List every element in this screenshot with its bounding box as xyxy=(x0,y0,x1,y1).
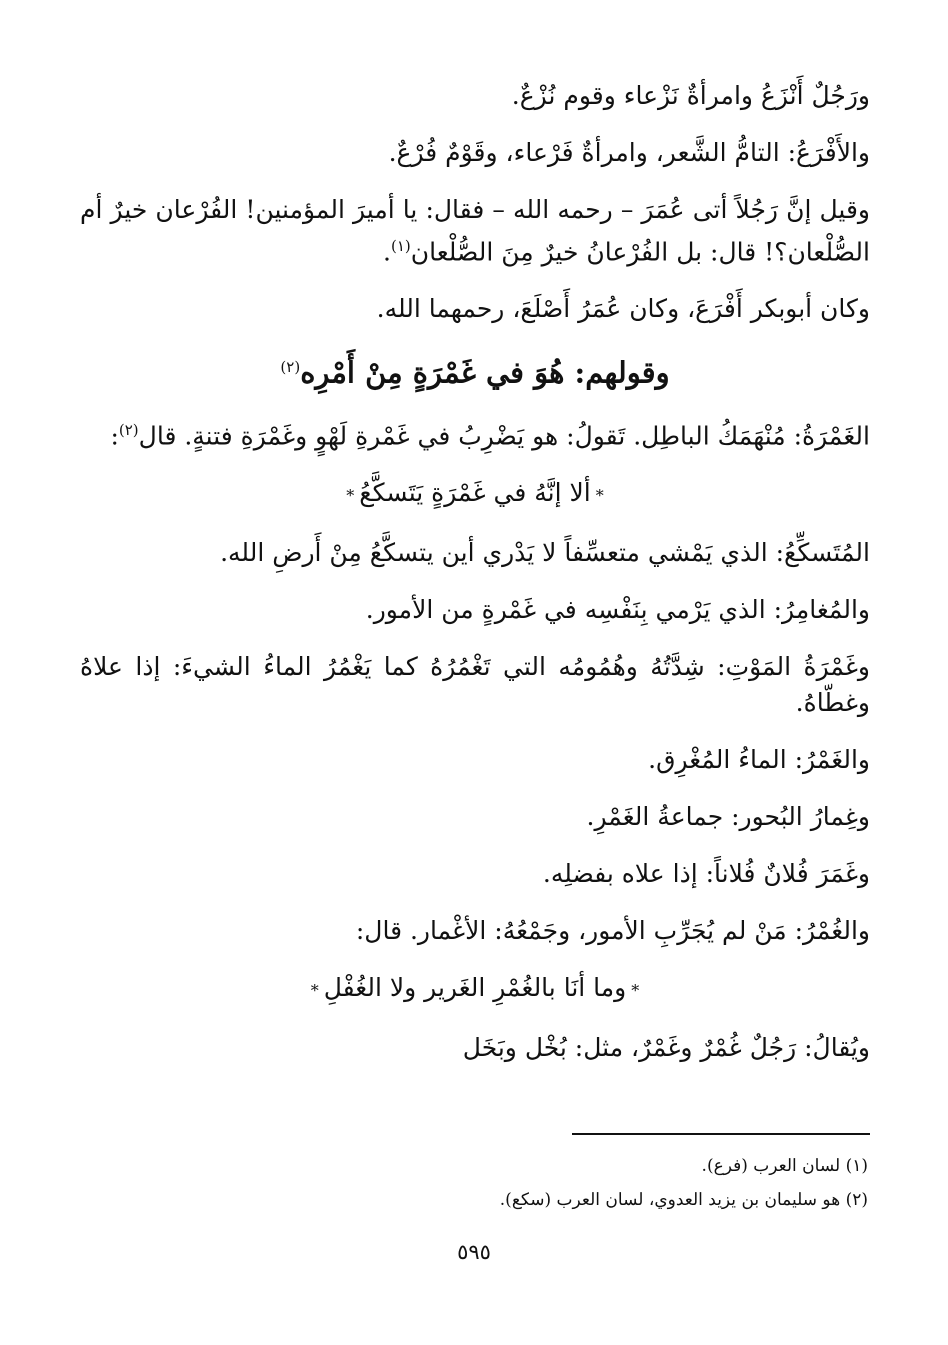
verse-2 xyxy=(80,970,870,1009)
verse-1 xyxy=(80,475,870,514)
paragraph-text: المُتَسكِّعُ: الذي يَمْشي متعسِّفاً لا يَدْري أين يتسكَّعُ مِنْ أَرضِ الله. xyxy=(220,538,870,568)
paragraph-text: والمُغامِرُ: الذي يَرْمي بِنَفْسِه في غَمْرةٍ من الأمور. xyxy=(365,595,870,625)
page-number: ٥٩٥ xyxy=(457,1240,491,1264)
paragraph-text: والغُمْرُ: مَنْ لم يُجَرِّبِ الأمور، وجَمْعُهُ: الأغْمار. قال: xyxy=(355,916,870,946)
footnote-text: لسان العرب (فرع). xyxy=(701,1156,841,1176)
paragraph-text: الغَمْرَةُ: مُنْهَمَكُ الباطِل. تَقولُ: هو يَضْرِبُ في غَمْرةِ لَهْوٍ وغَمْرَةِ فتنةٍ. قال xyxy=(138,421,870,451)
paragraph-8 xyxy=(80,649,870,721)
footnotes xyxy=(80,1150,868,1218)
verse-text: ألا إنَّهُ في غَمْرَةٍ يَتَسكَّعُ xyxy=(359,478,591,508)
verse-star-icon: * xyxy=(346,486,355,506)
paragraph-10 xyxy=(80,799,870,835)
paragraph-end-punct: : xyxy=(110,421,119,451)
paragraph-text: وغَمَرَ فُلانٌ فُلاناً: إذا علاه بفضلِه. xyxy=(542,859,870,889)
verse-star-icon: * xyxy=(310,981,319,1001)
footnote-number: (١) xyxy=(845,1156,868,1176)
paragraph-3 xyxy=(80,192,870,270)
heading-text: وقولهم: هُوَ في غَمْرَةٍ مِنْ أَمْرِه xyxy=(300,355,670,390)
paragraph-12 xyxy=(80,913,870,949)
paragraph-1 xyxy=(80,78,870,114)
paragraph-text: وكان أبوبكر أَفْرَعَ، وكان عُمَرُ أَصْلَعَ، رحمهما الله. xyxy=(376,294,870,324)
footnote-text: هو سليمان بن يزيد العدوي، لسان العرب (سكع). xyxy=(499,1190,841,1210)
verse-text: وما أنَا بالغُمْرِ الغَرير ولا الغُفْلِ xyxy=(323,973,627,1003)
footnote-ref-1: (١) xyxy=(390,237,411,255)
paragraph-13 xyxy=(80,1030,870,1066)
paragraph-9 xyxy=(80,742,870,778)
paragraph-text: ورَجُلٌ أَنْزَعُ وامرأةٌ نَزْعاء وقوم نُزْعٌ. xyxy=(511,81,870,110)
paragraph-11 xyxy=(80,856,870,892)
footnote-ref-2: (٢) xyxy=(280,358,301,377)
paragraph-5 xyxy=(80,412,870,454)
paragraph-text: والأَفْرَعُ: التامُّ الشَّعر، وامرأةٌ فَرْعاء، وقَوْمٌ فُرْعٌ. xyxy=(388,138,870,167)
footnote-2 xyxy=(80,1184,868,1216)
footnote-ref-2b: (٢) xyxy=(118,420,139,439)
verse-star-icon: * xyxy=(595,486,604,506)
paragraph-text: ويُقالُ: رَجُلٌ غُمْرٌ وغَمْرٌ، مثل: بُخْل وبَخَل xyxy=(462,1033,870,1063)
paragraph-text: والغَمْرُ: الماءُ المُغْرِق. xyxy=(648,745,870,775)
paragraph-end-punct: . xyxy=(383,237,391,267)
footnote-1 xyxy=(80,1150,868,1182)
footnote-number: (٢) xyxy=(845,1190,868,1210)
footnote-divider xyxy=(572,1133,870,1135)
paragraph-6 xyxy=(80,535,870,571)
paragraph-2 xyxy=(80,135,870,171)
paragraph-7 xyxy=(80,592,870,628)
paragraph-text: وقيل إنَّ رَجُلاً أتى عُمَرَ – رحمه الله – فقال: يا أميرَ المؤمنين! الفُرْعان خيرٌ أم الصُّلْعان؟! قال: بل الفُرْعانُ خيرٌ مِنَ الصُّلْعان xyxy=(80,195,870,267)
section-heading xyxy=(80,348,870,392)
verse-star-icon: * xyxy=(631,981,640,1001)
paragraph-text: وغَمْرَةُ المَوْتِ: شِدَّتُهُ وهُمُومُه التي تَغْمُرُهُ كما يَغْمُرُ الماءُ الشيءَ: إذا علاهُ وغطّاهُ. xyxy=(80,652,870,718)
main-text xyxy=(80,78,870,1087)
paragraph-4 xyxy=(80,291,870,327)
paragraph-text: وغِمارُ البُحور: جماعةُ الغَمْرِ. xyxy=(586,802,870,832)
